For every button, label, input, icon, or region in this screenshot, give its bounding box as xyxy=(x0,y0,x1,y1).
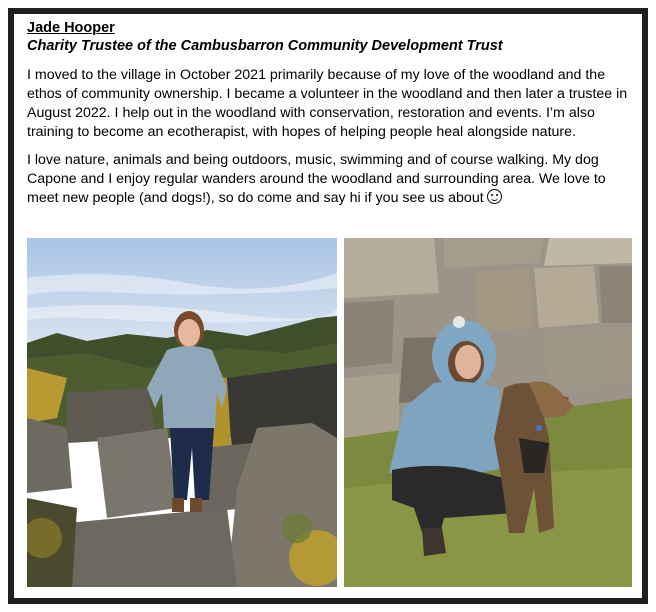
quarry-photo-image xyxy=(27,238,337,587)
person-name: Jade Hooper xyxy=(27,20,115,36)
bio-paragraph-2 xyxy=(27,151,632,208)
photo-dog xyxy=(344,238,632,587)
bio-paragraph-2-text: I love nature, animals and being outdoors, music, swimming and of course walking. My dog Capone and I enjoy regular wanders around the woodland and surrounding area. We love to meet new people (and dogs!), so do come and say hi if you see us about xyxy=(27,152,606,206)
photo-quarry xyxy=(27,238,337,587)
bio-paragraph-1: I moved to the village in October 2021 primarily because of my love of the woodland and the ethos of community ownership. I became a volunteer in the woodland and then later a trustee in August 2022. I help out in the woodland with conservation, restoration and events. I’m also training to become an ecotherapist, with hopes of helping people heal alongside nature. xyxy=(27,67,628,140)
person-role: Charity Trustee of the Cambusbarron Community Development Trust xyxy=(27,38,503,54)
profile-text xyxy=(27,19,632,208)
smiley-face-icon xyxy=(487,189,502,204)
profile-card xyxy=(8,8,648,604)
dog-photo-image xyxy=(344,238,632,587)
